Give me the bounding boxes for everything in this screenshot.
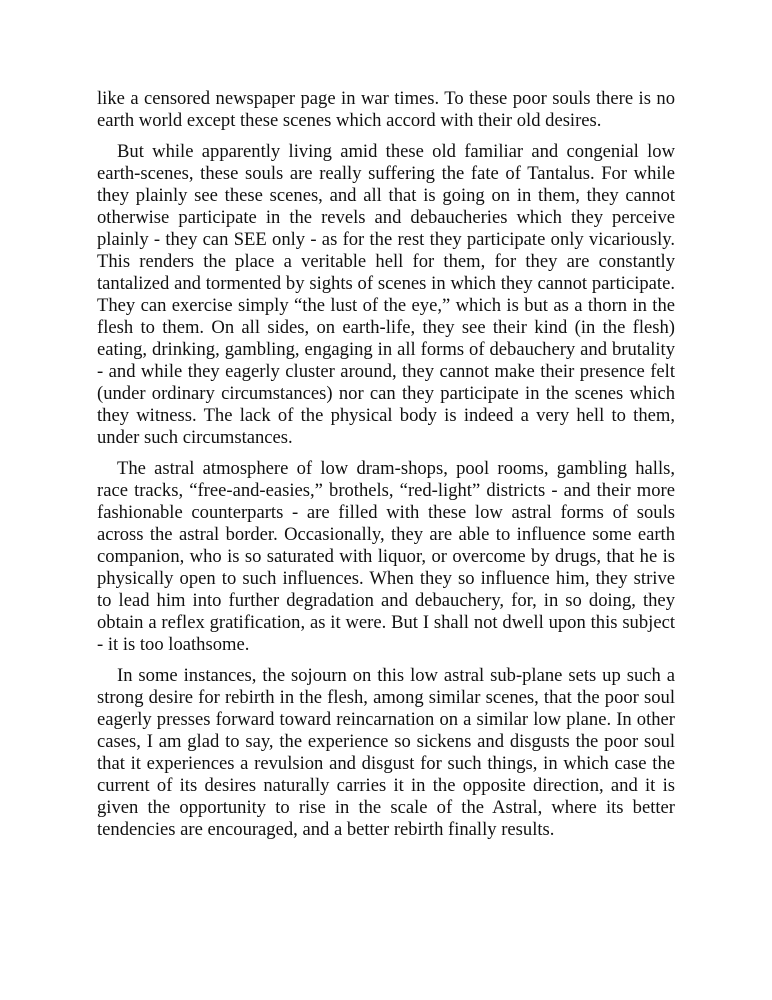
page-body-text: [97, 88, 675, 841]
paragraph-tantalus: But while apparently living amid these old familiar and congenial low earth-scenes, these souls are really suffering the fate of Tantalus. For while they plainly see these scenes, and all that is going on in them, they cannot otherwise participate in the revels and debaucheries which they perceive plainly - they can SEE only - as for the rest they participate only vicariously. This renders the place a veritable hell for them, for they are constantly tantalized and tormented by sights of scenes in which they cannot participate. They can exercise simply “the lust of the eye,” which is but as a thorn in the flesh to them. On all sides, on earth-life, they see their kind (in the flesh) eating, drinking, gambling, engaging in all forms of debauchery and brutality - and while they eagerly cluster around, they cannot make their presence felt (under ordinary circumstances) nor can they participate in the scenes which they witness. The lack of the physical body is indeed a very hell to them, under such circumstances.: [97, 141, 675, 448]
paragraph-astral-atmosphere: The astral atmosphere of low dram-shops, pool rooms, gambling halls, race tracks, “free-and-easies,” brothels, “red-light” districts - and their more fashionable counterparts - are filled with these low astral forms of souls across the astral border. Occasionally, they are able to influence some earth companion, who is so saturated with liquor, or overcome by drugs, that he is physically open to such influences. When they so influence him, they strive to lead him into further degradation and debauchery, for, in so doing, they obtain a reflex gratification, as it were. But I shall not dwell upon this subject - it is too loathsome.: [97, 458, 675, 655]
paragraph-continued: like a censored newspaper page in war times. To these poor souls there is no earth world except these scenes which accord with their old desires.: [97, 88, 675, 131]
paragraph-rebirth: In some instances, the sojourn on this low astral sub-plane sets up such a strong desire for rebirth in the flesh, among similar scenes, that the poor soul eagerly presses forward toward reincarnation on a similar low plane. In other cases, I am glad to say, the experience so sickens and disgusts the poor soul that it experiences a revulsion and disgust for such things, in which case the current of its desires naturally carries it in the opposite direction, and it is given the opportunity to rise in the scale of the Astral, where its better tendencies are encouraged, and a better rebirth finally results.: [97, 665, 675, 840]
